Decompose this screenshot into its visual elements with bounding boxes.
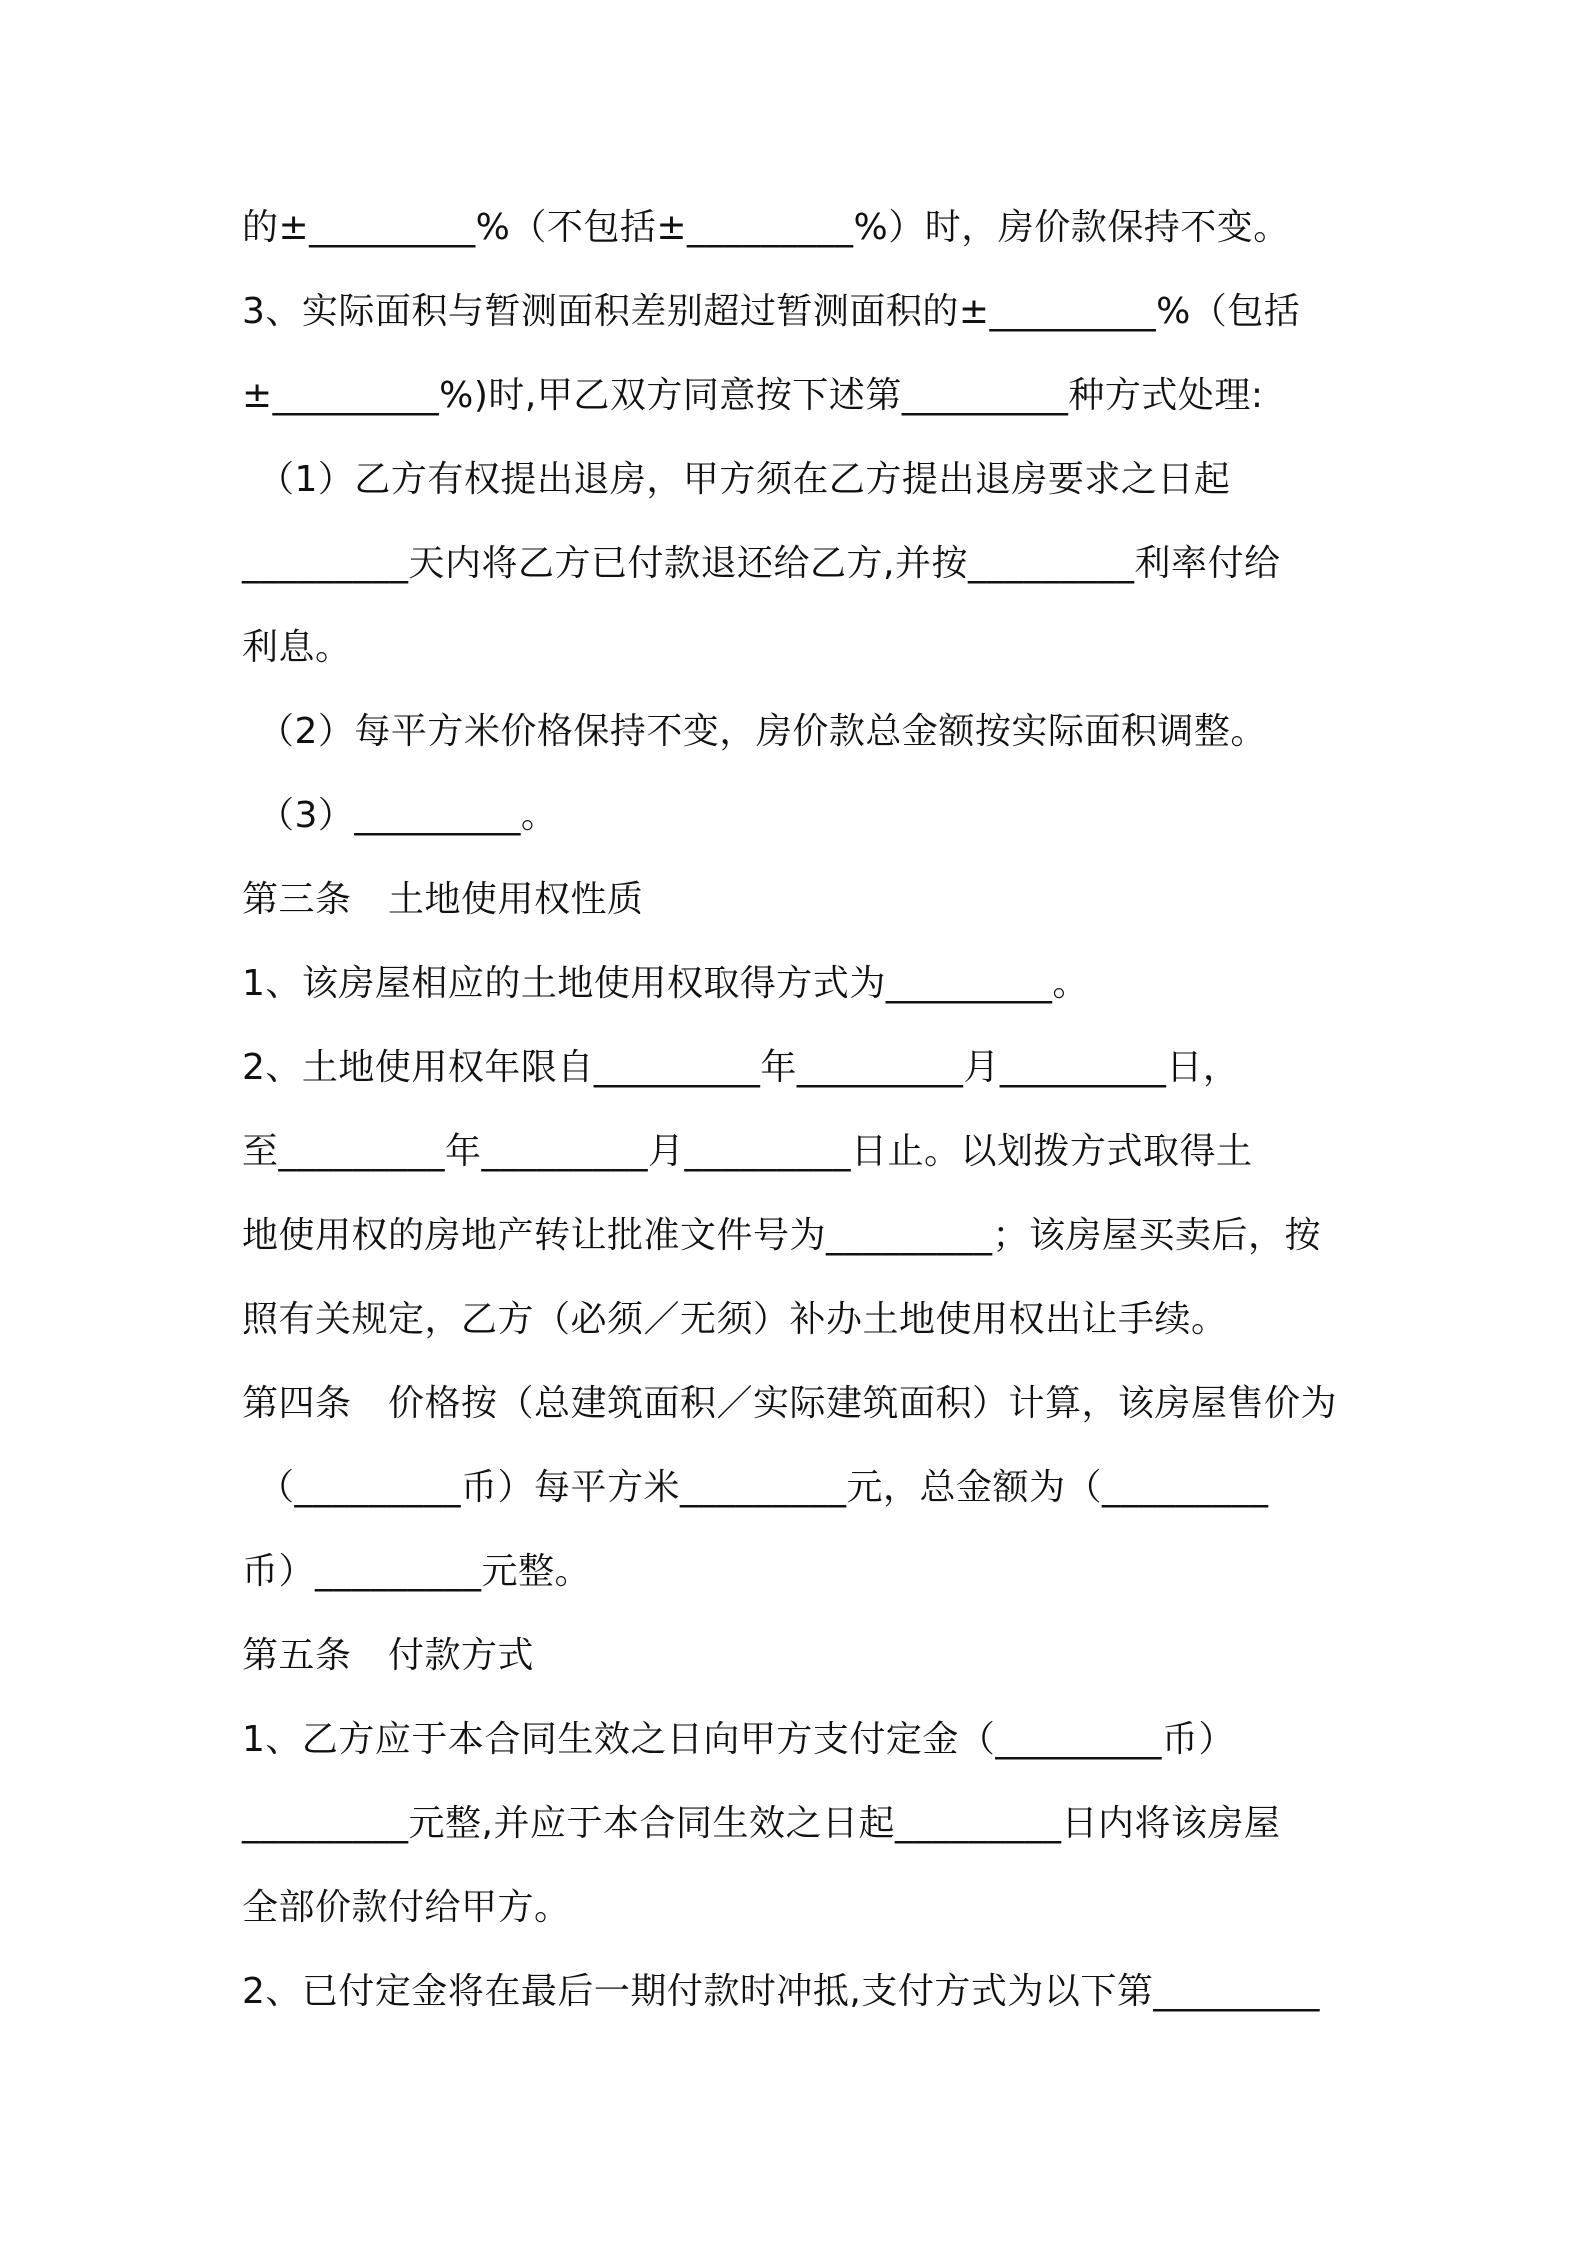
text-line: 2、已付定金将在最后一期付款时冲抵,支付方式为以下第_________ (242, 1971, 1320, 2012)
text-line: 照有关规定，乙方（必须／无须）补办土地使用权出让手续。 (242, 1299, 1228, 1340)
text-line: 1、该房屋相应的土地使用权取得方式为_________。 (242, 963, 1089, 1004)
text-line: 至_________年_________月_________日止。以划拨方式取得土 (242, 1131, 1253, 1172)
text-line: 利息。 (242, 627, 352, 668)
text-line: 2、土地使用权年限自_________年_________月_________日， (242, 1047, 1240, 1088)
text-line: 全部价款付给甲方。 (242, 1887, 571, 1928)
text-line: 3、实际面积与暂测面积差别超过暂测面积的±_________%（包括 (242, 291, 1301, 332)
section-heading: 第三条 土地使用权性质 (242, 879, 644, 920)
text-line: ±_________%)时,甲乙双方同意按下述第_________种方式处理: (242, 375, 1264, 416)
section-heading: 第四条 价格按（总建筑面积／实际建筑面积）计算，该房屋售价为 (242, 1383, 1338, 1424)
text-line: 1、乙方应于本合同生效之日向甲方支付定金（_________币） (242, 1719, 1235, 1760)
text-line: （2）每平方米价格保持不变，房价款总金额按实际面积调整。 (258, 711, 1267, 752)
text-line: 地使用权的房地产转让批准文件号为_________；该房屋买卖后，按 (242, 1215, 1322, 1256)
text-line: （_________币）每平方米_________元，总金额为（_________ (258, 1467, 1269, 1508)
section-heading: 第五条 付款方式 (242, 1635, 535, 1676)
text-line: （1）乙方有权提出退房，甲方须在乙方提出退房要求之日起 (258, 459, 1231, 500)
text-line: _________天内将乙方已付款退还给乙方,并按_________利率付给 (242, 543, 1281, 584)
text-line: （3）_________。 (258, 795, 558, 836)
text-line: 的±_________%（不包括±_________%）时，房价款保持不变。 (242, 207, 1290, 248)
text-line: 币）_________元整。 (242, 1551, 592, 1592)
text-line: _________元整,并应于本合同生效之日起_________日内将该房屋 (242, 1803, 1281, 1844)
